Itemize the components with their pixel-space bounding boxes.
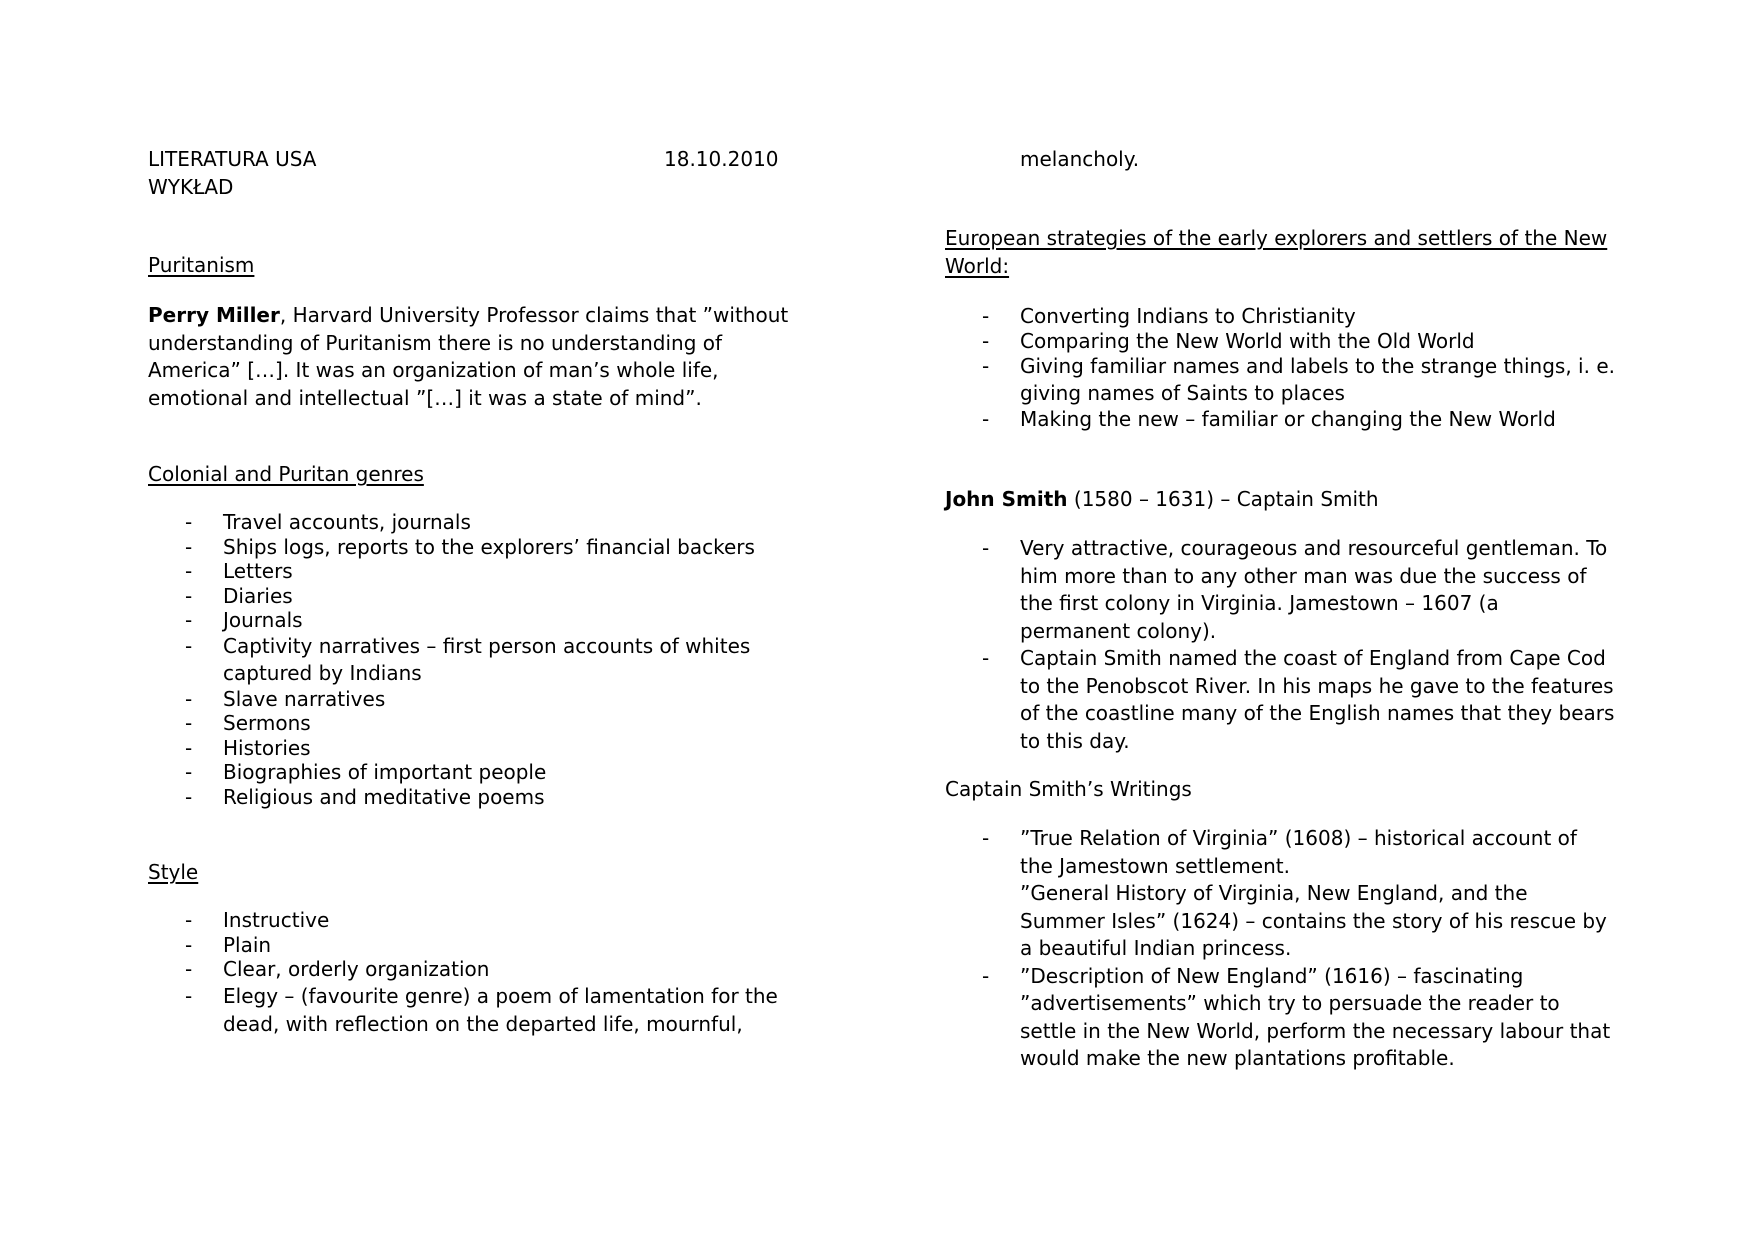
list-item: - Sermons [148,711,820,736]
puritanism-heading: Puritanism [148,253,255,277]
document-date: 18.10.2010 [664,147,779,171]
genres-heading: Colonial and Puritan genres [148,462,424,486]
continuation-text: melancholy. [1020,147,1140,171]
list-item: - Diaries [148,584,820,609]
list-item [945,825,1615,963]
list-item: - Travel accounts, journals [148,510,820,535]
list-item: - Religious and meditative poems [148,785,820,810]
list-item: - Biographies of important people [148,760,820,785]
course-title: LITERATURA USA [148,147,317,171]
intro-text: , Harvard University Professor claims that ”without understanding of Puritanism there is no understanding of America” […]. It was an organization of man’s whole life, emotional and intellectual ”[…] it was a state of mind”. [148,303,789,410]
writing-extra: ”General History of Virginia, New England, and the Summer Isles” (1624) – contains the story of his rescue by a beautiful Indian princess. [1020,881,1607,960]
list-item: - Captain Smith named the coast of England from Cape Cod to the Penobscot River. In his maps he gave to the features of the coastline many of the English names that they bears to this day. [945,645,1615,755]
smith-line [945,486,1379,514]
list-item: - Converting Indians to Christianity [945,304,1615,329]
intro-name: Perry Miller [148,303,280,327]
intro-paragraph [148,302,820,412]
smith-name: John Smith [945,487,1068,511]
list-item: - Very attractive, courageous and resourceful gentleman. To him more than to any other man was due the success of the first colony in Virginia. Jamestown – 1607 (a permanent colony). [945,535,1615,645]
writing-text: ”Description of New England” (1616) – fascinating ”advertisements” which try to persuade the reader to settle in the New World, perform the necessary labour that would make the new plantations profitable. [1020,963,1611,1070]
list-item: - Ships logs, reports to the explorers’ financial backers [148,535,820,560]
list-item: - Comparing the New World with the Old World [945,329,1615,354]
list-item [945,963,1615,1073]
list-item: - Histories [148,736,820,761]
list-item: - Clear, orderly organization [148,957,820,982]
smith-dates: (1580 – 1631) – Captain Smith [1067,487,1379,511]
strategies-heading: European strategies of the early explorers and settlers of the New World: [945,226,1608,278]
list-item: - Slave narratives [148,687,820,712]
writings-heading: Captain Smith’s Writings [945,777,1192,801]
list-item: - Instructive [148,908,820,933]
list-item: - Plain [148,933,820,958]
list-item: - Giving familiar names and labels to the strange things, i. e. giving names of Saints to places [945,353,1615,407]
strategies-list [945,304,1615,432]
list-item: - Captivity narratives – first person accounts of whites captured by Indians [148,633,820,687]
list-item: - Journals [148,608,820,633]
writings-list [945,825,1615,1073]
style-heading: Style [148,860,199,884]
document-type: WYKŁAD [148,174,234,199]
smith-list [945,535,1615,755]
list-item: - Letters [148,559,820,584]
list-item: - Elegy – (favourite genre) a poem of lamentation for the dead, with reflection on the departed life, mournful, [148,982,820,1038]
writing-text: ”True Relation of Virginia” (1608) – historical account of the Jamestown settlement. [1020,826,1577,878]
genres-list [148,510,820,809]
style-list [148,908,820,1038]
document-header [148,146,316,201]
list-item: - Making the new – familiar or changing the New World [945,407,1615,432]
